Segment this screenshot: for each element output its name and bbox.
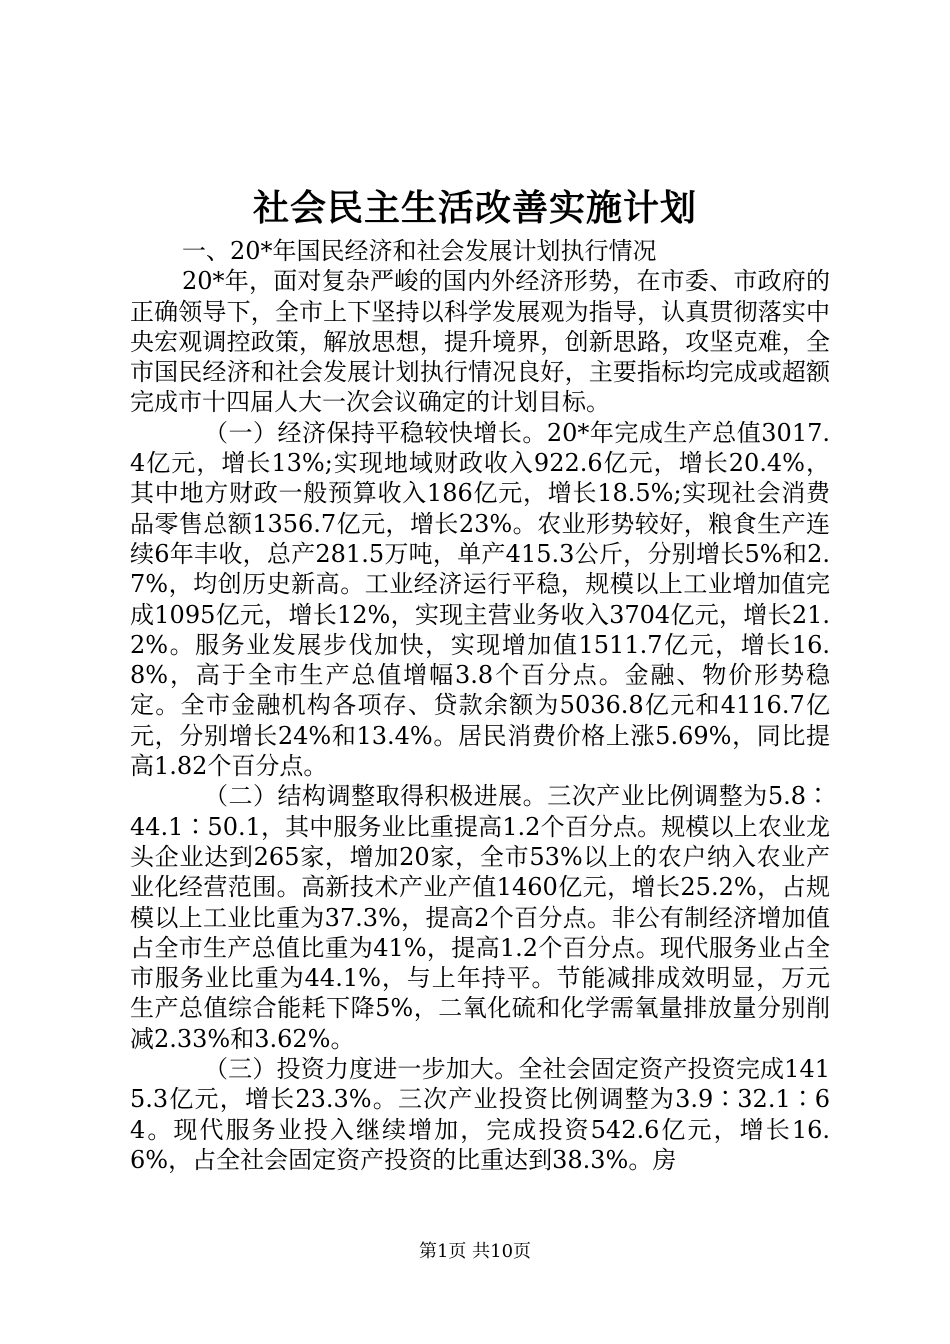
paragraph-investment: （三）投资力度进一步加大。全社会固定资产投资完成1415.3亿元，增长23.3%。三次产业投资比例调整为3.9∶32.1∶64。现代服务业投入继续增加，完成投资542.6亿元，增长16.6%，占全社会固定资产投资的比重达到38.3%。房 [130,1055,830,1174]
paragraph-intro: 20*年，面对复杂严峻的国内外经济形势，在市委、市政府的正确领导下，全市上下坚持以科学发展观为指导，认真贯彻落实中央宏观调控政策，解放思想，提升境界，创新思路，攻坚克难，全市国民经济和社会发展计划执行情况良好，主要指标均完成或超额完成市十四届人大一次会议确定的计划目标。 [130,267,830,417]
page-number-footer: 第1页 共10页 [418,1241,532,1262]
document-title: 社会民主生活改善实施计划 [252,188,697,229]
section-heading: 一、20*年国民经济和社会发展计划执行情况 [182,237,657,265]
document-body [130,236,830,1175]
paragraph-structure-adjustment: （二）结构调整取得积极进展。三次产业比例调整为5.8∶44.1∶50.1，其中服务业比重提高1.2个百分点。规模以上农业龙头企业达到265家，增加20家，全市53%以上的农户纳入农业产业化经营范围。高新技术产业产值1460亿元，增长25.2%，占规模以上工业比重为37.3%，提高2个百分点。非公有制经济增加值占全市生产总值比重为41%，提高1.2个百分点。现代服务业占全市服务业比重为44.1%，与上年持平。节能减排成效明显，万元生产总值综合能耗下降5%，二氧化硫和化学需氧量排放量分别削减2.33%和3.62%。 [130,782,830,1053]
paragraph-economy-growth: （一）经济保持平稳较快增长。20*年完成生产总值3017.4亿元，增长13%;实现地域财政收入922.6亿元，增长20.4%，其中地方财政一般预算收入186亿元，增长18.5%;实现社会消费品零售总额1356.7亿元，增长23%。农业形势较好，粮食生产连续6年丰收，总产281.5万吨，单产415.3公斤，分别增长5%和2.7%，均创历史新高。工业经济运行平稳，规模以上工业增加值完成1095亿元，增长12%，实现主营业务收入3704亿元，增长21.2%。服务业发展步伐加快，实现增加值1511.7亿元，增长16.8%，高于全市生产总值增幅3.8个百分点。金融、物价形势稳定。全市金融机构各项存、贷款余额为5036.8亿元和4116.7亿元，分别增长24%和13.4%。居民消费价格上涨5.69%，同比提高1.82个百分点。 [130,418,830,781]
